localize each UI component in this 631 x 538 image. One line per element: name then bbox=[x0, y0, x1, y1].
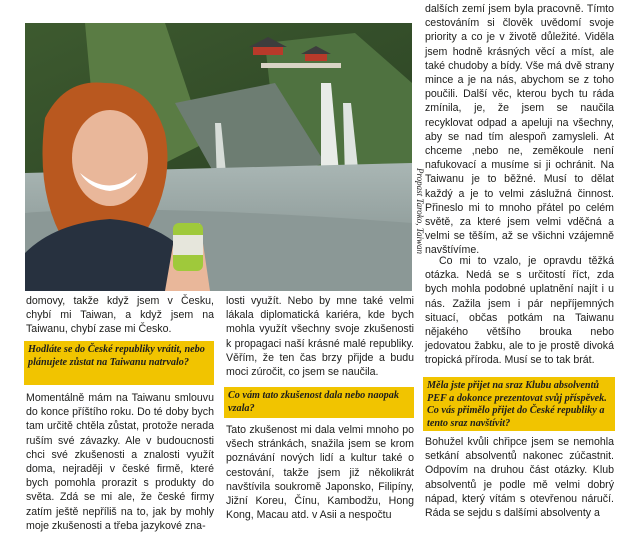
col1-answer-paragraph: Momentálně mám na Taiwanu smlouvu do konce příštího roku. Do té doby bych tam určitě chtěla zůstat, protože nerada ruším své závazky. Ale v budoucnosti chci své zkušenosti a znalosti využít doma, nejraději v české firmě, které bych pomohla prorazit s produkty do světa. Zdá se mi ale, že české firmy zatím ještě nepříliš na to, jak by mohly moje zkušenosti a třeba jazykové zna- bbox=[26, 392, 214, 532]
col2-answer bbox=[226, 423, 414, 522]
col2-question-box bbox=[224, 387, 414, 418]
col3-answer bbox=[425, 435, 614, 520]
col2-answer-paragraph: Tato zkušenost mi dala velmi mnoho po všech stránkách, snažila jsem se krom poznávání nových lidí a kultur také o cestování, takže jsem již několikrát navštívila soukromě Japonsko, Filipíny, Jižní Koreu, Čínu, Kambodžu, Hong Kong, Macau atd. v Asii a nespočtu bbox=[226, 424, 414, 522]
photo-image bbox=[25, 23, 412, 291]
col3-top-paragraph: dalších zemí jsem byla pracovně. Tímto cestováním si člověk uvědomí svoje priority a co je v životě důležité. Viděla jsem hodně krásných věcí a míst, ale také chudoby a bídy. Vše má dvě strany mince a je na nás, abychom se z toho poučili. Další věc, kterou bych tu ráda zmínila, je, že jsem se naučila recyklovat odpad a apeluji na všechny, aby se nad tím alespoň zamysleli. At chceme ,nebo ne, zeměkoule není nafukovací a musíme si ji ochránit. Na Taiwanu je to běžné. Musí to dělat každý a je to velmi záslužná činnost. Přineslo mi to mnoho přátel po celém světě, za které jsem velmi vděčná a velmi se těším, až se všichni vzájemně navštívíme. bbox=[425, 3, 614, 257]
col2-top-paragraph: losti využít. Nebo by mne také velmi lákala diplomatická kariéra, kde bych mohla využít všechny svoje zkušenosti k propagaci naší krásné malé republiky. Věřím, že ten čas brzy přijde a budu moci zúročit, co jsem se naučila. bbox=[226, 295, 414, 379]
photo-caption bbox=[405, 168, 425, 303]
col3-para2 bbox=[425, 254, 614, 368]
col1-question: Hodláte se do České republiky vrátit, nebo plánujete zůstat na Taiwanu natrvalo? bbox=[28, 344, 205, 368]
col1-question-box bbox=[24, 341, 214, 385]
col2-question: Co vám tato zkušenost dala nebo naopak vzala? bbox=[228, 390, 399, 414]
col3-top-text bbox=[425, 2, 614, 258]
col1-top-paragraph: domovy, takže když jsem v Česku, chybí mi Taiwan, a když jsem na Taiwanu, chybí zase mi Česko. bbox=[26, 295, 214, 336]
photo-caption-text: Propast Taroko, Taiwan bbox=[415, 168, 425, 254]
col3-question: Měla jste přijet na sraz Klubu absolventů PEF a dokonce prezentovat svůj příspěvek. Co vás přimělo přijet do České republiky a tento sraz navštívit? bbox=[427, 380, 607, 429]
col1-top-text bbox=[26, 294, 214, 337]
col3-answer-paragraph: Bohužel kvůli chřipce jsem se nemohla setkání absolventů nakonec zúčastnit. Odpovím na druhou část otázky. Klub absolventů je podle mě velmi dobrý nápad, který vítám s otevřenou náručí. Ráda se sejdu s dalšími absolventy a bbox=[425, 436, 614, 520]
col3-question-box bbox=[423, 377, 615, 431]
photo bbox=[25, 23, 425, 291]
col2-top-text bbox=[226, 294, 414, 379]
col3-paragraph-2: Co mi to vzalo, je opravdu těžká otázka. Nedá se s určitostí říct, zda bych mohla podobné uplatnění najít i u nás. Zažila jsem i pár nepříjemných situací, občas potkám na Taiwanu nějakého většího brouka nebo jedovatou žabku, ale to je prostě divoká tropická příroda. Musí se to tak brát. bbox=[425, 255, 614, 367]
col1-answer bbox=[26, 391, 214, 533]
